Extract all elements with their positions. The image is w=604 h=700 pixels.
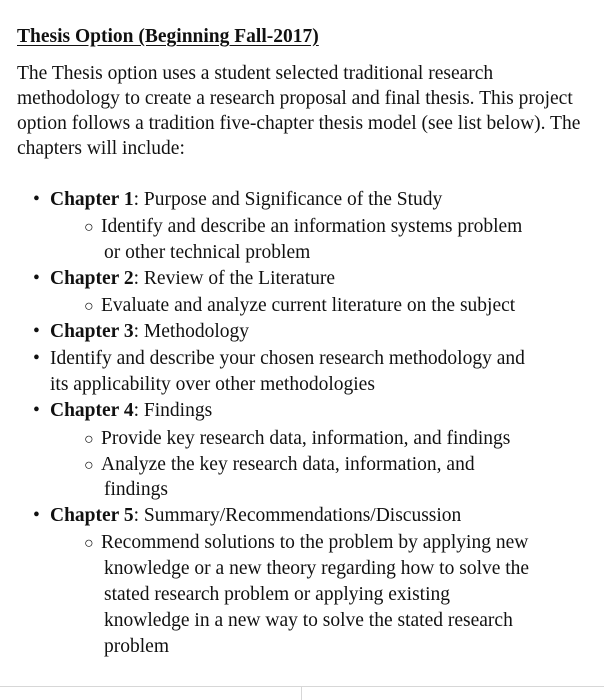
chapter-2-label: Chapter 2 [50,268,134,289]
bullet-marker: • [33,348,40,369]
chapter-4-subitem-1: ○ Provide key research data, information, and findings [84,426,510,452]
bottom-divider-tick [301,686,302,700]
chapter-5-subitem-continued-4: problem [104,636,169,657]
chapter-4-subitem-2: ○ Analyze the key research data, information, and [84,452,475,478]
chapter-3-extra-item: • Identify and describe your chosen research methodology and [33,348,525,369]
sub-bullet-marker: ○ [84,298,94,315]
chapter-4-item: • Chapter 4: Findings [33,400,213,421]
chapter-3-item: • Chapter 3: Methodology [33,321,249,342]
sub-bullet-marker: ○ [84,219,94,236]
chapter-1-subitem-continued: or other technical problem [104,242,311,263]
chapter-4-subitem-2-continued: findings [104,479,168,500]
page-title: Thesis Option (Beginning Fall-2017) [17,26,319,47]
sub-bullet-marker: ○ [84,431,94,448]
chapter-1-label: Chapter 1 [50,189,134,210]
chapter-2-subitem: ○ Evaluate and analyze current literature on the subject [84,293,515,319]
chapter-5-item: • Chapter 5: Summary/Recommendations/Discussion [33,505,462,526]
chapter-5-subitem-continued-2: stated research problem or applying existing [104,584,451,605]
chapter-1-item: • Chapter 1: Purpose and Significance of the Study [33,189,443,210]
bullet-marker: • [33,321,40,342]
chapter-2-title: Review of the Literature [143,268,336,289]
chapter-1-title: Purpose and Significance of the Study [143,189,443,210]
chapter-4-title: Findings [143,400,213,421]
chapter-5-title: Summary/Recommendations/Discussion [143,505,462,526]
chapter-5-subitem-continued-1: knowledge or a new theory regarding how to solve the [104,558,530,579]
bottom-divider [0,686,604,687]
chapter-3-title: Methodology [143,321,249,342]
sub-bullet-marker: ○ [84,535,94,552]
chapter-4-label: Chapter 4 [50,400,134,421]
chapter-3-extra-item-continued: its applicability over other methodologies [50,374,375,395]
bullet-marker: • [33,505,40,526]
bullet-marker: • [33,400,40,421]
intro-paragraph: The Thesis option uses a student selected traditional research methodology to create a research proposal and final thesis. This project option follows a tradition five-chapter thesis model (see list below). The chapters will include: [17,63,581,159]
bullet-marker: • [33,268,40,289]
sub-bullet-marker: ○ [84,457,94,474]
chapter-5-subitem: ○ Recommend solutions to the problem by applying new [84,530,528,556]
chapter-1-subitem: ○ Identify and describe an information systems problem [84,214,522,240]
chapter-5-label: Chapter 5 [50,505,134,526]
chapter-5-subitem-continued-3: knowledge in a new way to solve the stated research [104,610,513,631]
chapter-2-item: • Chapter 2: Review of the Literature [33,268,336,289]
bullet-marker: • [33,189,40,210]
chapter-3-label: Chapter 3 [50,321,134,342]
